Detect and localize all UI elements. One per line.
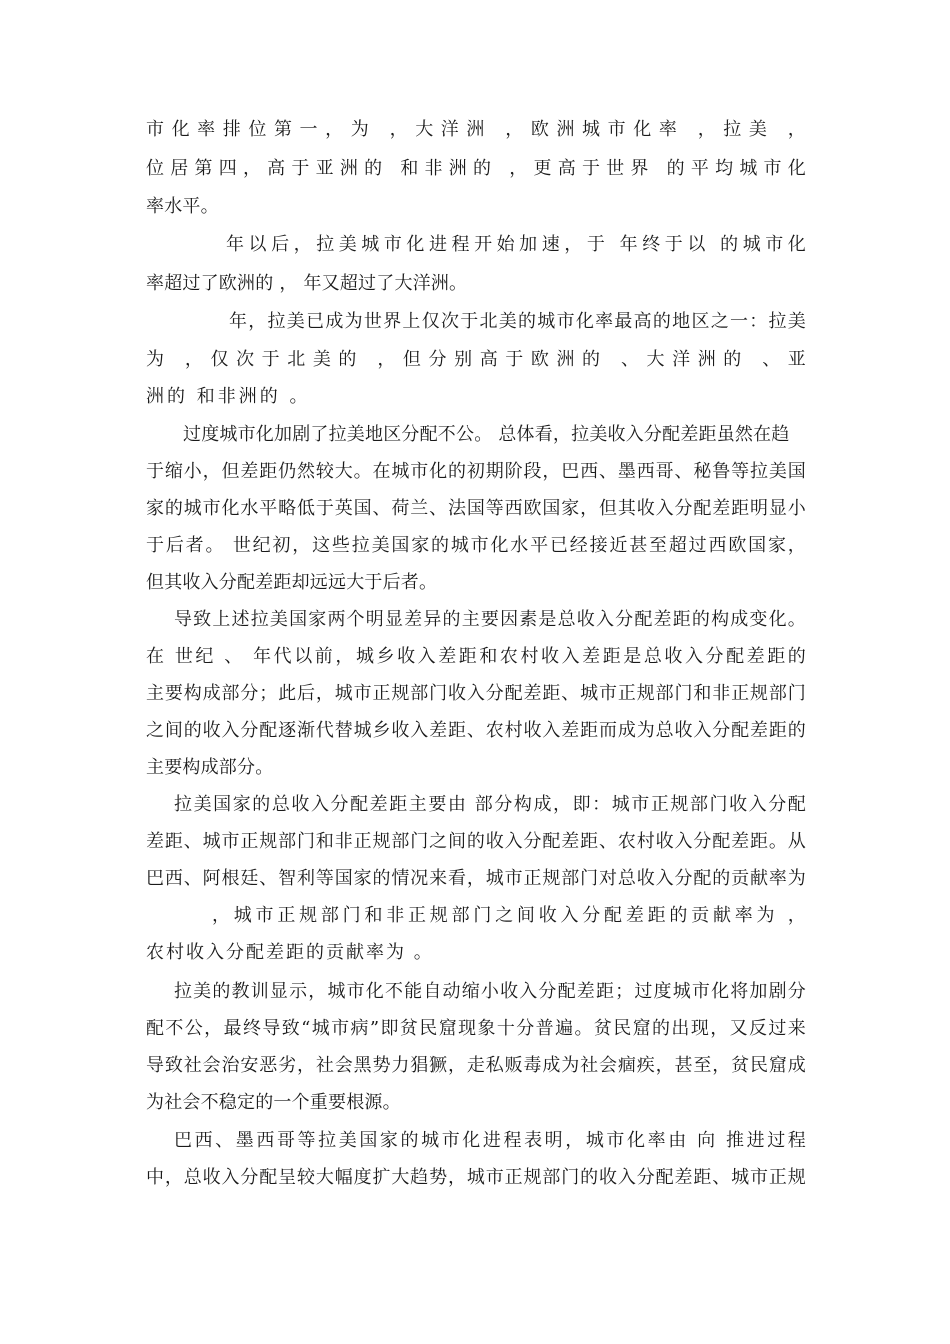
text-line: 洲的 和非洲的 。 [146, 386, 311, 407]
text-line: 过度城市化加剧了拉美地区分配不公。 总体看，拉美收入分配差距虽然在趋 [183, 424, 790, 445]
text-line: 拉美的教训显示，城市化不能自动缩小收入分配差距；过度城市化将加剧分 [174, 981, 806, 1002]
text-line: 农村收入分配差距的贡献率为 。 [146, 942, 434, 963]
text-line: 主要构成部分。 [146, 757, 274, 778]
text-line: 年以后，拉美城市化进程开始加速，于 年终于以 的城市化 [226, 234, 806, 255]
text-line: 巴西、阿根廷、智利等国家的情况来看，城市正规部门对总收入分配的贡献率为 [146, 868, 806, 889]
text-line: 差距、城市正规部门和非正规部门之间的收入分配差距、农村收入分配差距。从 [146, 831, 806, 852]
text-line: 位居第四，高于亚洲的 和非洲的 ，更高于世界 的平均城市化 [146, 158, 806, 179]
text-line: 在 世纪 、 年代以前，城乡收入差距和农村收入差距是总收入分配差距的 [146, 646, 806, 667]
text-line: 年，拉美已成为世界上仅次于北美的城市化率最高的地区之一：拉美 [229, 311, 806, 332]
text-line: 率水平。 [146, 196, 219, 217]
text-line: 主要构成部分；此后，城市正规部门收入分配差距、城市正规部门和非正规部门 [146, 683, 806, 704]
text-line: 之间的收入分配逐渐代替城乡收入差距、农村收入差距而成为总收入分配差距的 [146, 720, 806, 741]
text-line: 巴西、墨西哥等拉美国家的城市化进程表明，城市化率由 向 推进过程 [174, 1130, 806, 1151]
text-line: ，城市正规部门和非正规部门之间收入分配差距的贡献率为 ， [212, 905, 806, 926]
text-line: 但其收入分配差距却远远大于后者。 [146, 572, 438, 593]
text-line: 市化率排位第一，为 ，大洋洲 ，欧洲城市化率 ，拉美 ， [146, 119, 806, 140]
text-line: 为社会不稳定的一个重要根源。 [146, 1092, 401, 1113]
text-line: 导致上述拉美国家两个明显差异的主要因素是总收入分配差距的构成变化。 [174, 609, 806, 630]
text-line: 率超过了欧洲的 ， 年又超过了大洋洲。 [146, 273, 468, 294]
text-line: 导致社会治安恶劣，社会黑势力猖獗，走私贩毒成为社会痼疾，甚至，贫民窟成 [146, 1055, 806, 1076]
text-line: 家的城市化水平略低于英国、荷兰、法国等西欧国家，但其收入分配差距明显小 [146, 498, 806, 519]
text-line: 为 ，仅次于北美的 ，但分别高于欧洲的 、大洋洲的 、亚 [146, 349, 806, 370]
text-line: 于后者。 世纪初，这些拉美国家的城市化水平已经接近甚至超过西欧国家， [146, 535, 806, 556]
text-line: 拉美国家的总收入分配差距主要由 部分构成，即：城市正规部门收入分配 [174, 794, 806, 815]
text-line: 中，总收入分配呈较大幅度扩大趋势，城市正规部门的收入分配差距、城市正规 [146, 1167, 806, 1188]
text-line: 配不公，最终导致“城市病”即贫民窟现象十分普遍。贫民窟的出现，又反过来 [146, 1018, 806, 1039]
text-line: 于缩小，但差距仍然较大。在城市化的初期阶段，巴西、墨西哥、秘鲁等拉美国 [146, 461, 806, 482]
